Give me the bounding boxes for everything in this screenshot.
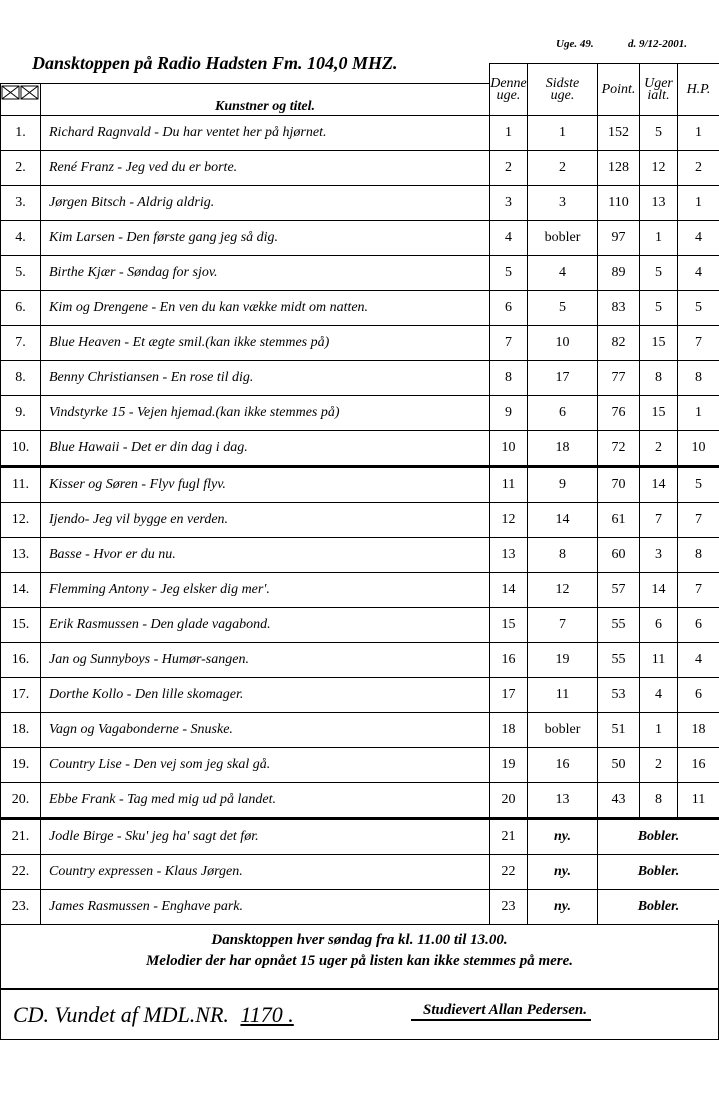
artist-title-cell: Dorthe Kollo - Den lille skomager. <box>41 678 490 713</box>
artist-title-cell: Blue Heaven - Et ægte smil.(kan ikke stemmes på) <box>41 326 490 361</box>
weeks-total-cell: 1 <box>640 713 678 748</box>
last-week-cell: 14 <box>528 503 598 538</box>
weeks-total-cell: 1 <box>640 221 678 256</box>
page-title: Dansktoppen på Radio Hadsten Fm. 104,0 MHZ. <box>32 53 398 73</box>
artist-title-cell: Flemming Antony - Jeg elsker dig mer'. <box>41 573 490 608</box>
points-cell: 76 <box>598 396 640 431</box>
this-week-cell: 19 <box>490 748 528 783</box>
table-row <box>1 713 719 748</box>
weeks-total-cell: 6 <box>640 608 678 643</box>
weeks-total-cell: 4 <box>640 678 678 713</box>
points-cell: 89 <box>598 256 640 291</box>
position-cell: 8. <box>1 361 41 396</box>
week-label: Uge. 49. <box>556 38 594 50</box>
new-entry-cell: ny. <box>528 890 598 925</box>
studio-host: Studievert Allan Pedersen. <box>411 1002 591 1021</box>
last-week-cell: 6 <box>528 396 598 431</box>
last-week-cell: 3 <box>528 186 598 221</box>
points-cell: 61 <box>598 503 640 538</box>
position-cell: 10. <box>1 431 41 467</box>
bubbler-row <box>1 819 719 855</box>
points-cell: 110 <box>598 186 640 221</box>
hp-cell: 1 <box>678 116 719 151</box>
hp-cell: 6 <box>678 608 719 643</box>
table-row <box>1 221 719 256</box>
cd-winner: CD. Vundet af MDL.NR. 1170 . <box>13 1002 300 1028</box>
artist-title-cell: Country expressen - Klaus Jørgen. <box>41 855 490 890</box>
voting-rule: Melodier der har opnået 15 uger på listen kan ikke stemmes på mere. <box>145 953 574 969</box>
weeks-total-cell: 15 <box>640 396 678 431</box>
position-cell: 9. <box>1 396 41 431</box>
artist-title-cell: René Franz - Jeg ved du er borte. <box>41 151 490 186</box>
bubbler-label-cell: Bobler. <box>598 819 719 855</box>
col-last-week: Sidste uge. <box>528 64 598 116</box>
points-cell: 77 <box>598 361 640 396</box>
last-week-cell: 16 <box>528 748 598 783</box>
artist-title-cell: Ijendo- Jeg vil bygge en verden. <box>41 503 490 538</box>
weeks-total-cell: 5 <box>640 291 678 326</box>
weeks-total-cell: 2 <box>640 431 678 467</box>
position-cell: 19. <box>1 748 41 783</box>
new-entry-cell: ny. <box>528 819 598 855</box>
this-week-cell: 18 <box>490 713 528 748</box>
table-row <box>1 608 719 643</box>
this-week-cell: 17 <box>490 678 528 713</box>
hp-cell: 4 <box>678 256 719 291</box>
artist-title-cell: James Rasmussen - Enghave park. <box>41 890 490 925</box>
hp-cell: 1 <box>678 396 719 431</box>
this-week-cell: 23 <box>490 890 528 925</box>
points-cell: 152 <box>598 116 640 151</box>
weeks-total-cell: 5 <box>640 256 678 291</box>
this-week-cell: 10 <box>490 431 528 467</box>
hp-cell: 7 <box>678 503 719 538</box>
last-week-cell: 12 <box>528 573 598 608</box>
this-week-cell: 8 <box>490 361 528 396</box>
this-week-cell: 6 <box>490 291 528 326</box>
position-cell: 20. <box>1 783 41 819</box>
last-week-cell: 11 <box>528 678 598 713</box>
col-points: Point. <box>598 64 640 116</box>
last-week-cell: 17 <box>528 361 598 396</box>
weeks-total-cell: 8 <box>640 783 678 819</box>
weeks-total-cell: 14 <box>640 573 678 608</box>
table-row <box>1 186 719 221</box>
col-this-week: Denne uge. <box>490 64 528 116</box>
points-cell: 97 <box>598 221 640 256</box>
this-week-cell: 7 <box>490 326 528 361</box>
last-week-cell: bobler <box>528 713 598 748</box>
table-row <box>1 151 719 186</box>
hp-cell: 8 <box>678 361 719 396</box>
table-row <box>1 396 719 431</box>
points-cell: 82 <box>598 326 640 361</box>
position-cell: 1. <box>1 116 41 151</box>
position-cell: 4. <box>1 221 41 256</box>
this-week-cell: 11 <box>490 467 528 503</box>
bubbler-label-cell: Bobler. <box>598 855 719 890</box>
table-row <box>1 431 719 467</box>
hp-cell: 4 <box>678 643 719 678</box>
hp-cell: 18 <box>678 713 719 748</box>
table-row <box>1 573 719 608</box>
col-weeks-total: Uger ialt. <box>640 64 678 116</box>
this-week-cell: 15 <box>490 608 528 643</box>
last-week-cell: 8 <box>528 538 598 573</box>
member-number: 1170 . <box>240 1002 294 1027</box>
position-cell: 12. <box>1 503 41 538</box>
bubbler-label-cell: Bobler. <box>598 890 719 925</box>
artist-title-cell: Kim og Drengene - En ven du kan vække midt om natten. <box>41 291 490 326</box>
this-week-cell: 4 <box>490 221 528 256</box>
chart-table <box>0 63 719 925</box>
position-cell: 6. <box>1 291 41 326</box>
points-cell: 55 <box>598 608 640 643</box>
position-cell: 3. <box>1 186 41 221</box>
artist-title-cell: Kim Larsen - Den første gang jeg så dig. <box>41 221 490 256</box>
table-row <box>1 538 719 573</box>
artist-title-cell: Jørgen Bitsch - Aldrig aldrig. <box>41 186 490 221</box>
position-cell: 15. <box>1 608 41 643</box>
points-cell: 83 <box>598 291 640 326</box>
artist-title-cell: Jan og Sunnyboys - Humør-sangen. <box>41 643 490 678</box>
broadcast-info: Dansktoppen hver søndag fra kl. 11.00 til 13.00. <box>211 932 508 948</box>
points-cell: 55 <box>598 643 640 678</box>
table-row <box>1 467 719 503</box>
points-cell: 70 <box>598 467 640 503</box>
points-cell: 128 <box>598 151 640 186</box>
this-week-cell: 3 <box>490 186 528 221</box>
chart-entries <box>1 116 719 819</box>
table-row <box>1 643 719 678</box>
hp-cell: 1 <box>678 186 719 221</box>
this-week-cell: 16 <box>490 643 528 678</box>
weeks-total-cell: 11 <box>640 643 678 678</box>
weeks-total-cell: 12 <box>640 151 678 186</box>
this-week-cell: 20 <box>490 783 528 819</box>
position-cell: 2. <box>1 151 41 186</box>
this-week-cell: 14 <box>490 573 528 608</box>
artist-title-cell: Blue Hawaii - Det er din dag i dag. <box>41 431 490 467</box>
table-row <box>1 678 719 713</box>
position-cell: 18. <box>1 713 41 748</box>
this-week-cell: 2 <box>490 151 528 186</box>
table-row <box>1 256 719 291</box>
col-artist-title: Kunstner og titel. <box>41 84 490 116</box>
weeks-total-cell: 13 <box>640 186 678 221</box>
col-hp: H.P. <box>678 64 719 116</box>
last-week-cell: 10 <box>528 326 598 361</box>
artist-title-cell: Richard Ragnvald - Du har ventet her på hjørnet. <box>41 116 490 151</box>
artist-title-cell: Benny Christiansen - En rose til dig. <box>41 361 490 396</box>
position-cell: 13. <box>1 538 41 573</box>
last-week-cell: 1 <box>528 116 598 151</box>
position-cell: 23. <box>1 890 41 925</box>
points-cell: 53 <box>598 678 640 713</box>
points-cell: 43 <box>598 783 640 819</box>
table-row <box>1 116 719 151</box>
position-cell: 7. <box>1 326 41 361</box>
artist-title-cell: Kisser og Søren - Flyv fugl flyv. <box>41 467 490 503</box>
hp-cell: 5 <box>678 467 719 503</box>
last-week-cell: bobler <box>528 221 598 256</box>
crossed-boxes-icon <box>1 84 41 116</box>
position-cell: 14. <box>1 573 41 608</box>
weeks-total-cell: 8 <box>640 361 678 396</box>
artist-title-cell: Jodle Birge - Sku' jeg ha' sagt det før. <box>41 819 490 855</box>
last-week-cell: 19 <box>528 643 598 678</box>
table-row <box>1 503 719 538</box>
weeks-total-cell: 5 <box>640 116 678 151</box>
last-week-cell: 2 <box>528 151 598 186</box>
hp-cell: 7 <box>678 326 719 361</box>
hp-cell: 10 <box>678 431 719 467</box>
last-week-cell: 4 <box>528 256 598 291</box>
hp-cell: 8 <box>678 538 719 573</box>
table-row <box>1 291 719 326</box>
this-week-cell: 5 <box>490 256 528 291</box>
artist-title-cell: Vagn og Vagabonderne - Snuske. <box>41 713 490 748</box>
hp-cell: 2 <box>678 151 719 186</box>
bubbler-row <box>1 855 719 890</box>
weeks-total-cell: 15 <box>640 326 678 361</box>
date-label: d. 9/12-2001. <box>628 38 687 50</box>
table-row <box>1 748 719 783</box>
position-cell: 17. <box>1 678 41 713</box>
position-cell: 22. <box>1 855 41 890</box>
last-week-cell: 9 <box>528 467 598 503</box>
hp-cell: 11 <box>678 783 719 819</box>
winner-footer <box>0 989 719 1040</box>
position-cell: 11. <box>1 467 41 503</box>
last-week-cell: 13 <box>528 783 598 819</box>
hp-cell: 6 <box>678 678 719 713</box>
artist-title-cell: Basse - Hvor er du nu. <box>41 538 490 573</box>
weeks-total-cell: 7 <box>640 503 678 538</box>
this-week-cell: 9 <box>490 396 528 431</box>
last-week-cell: 5 <box>528 291 598 326</box>
hp-cell: 7 <box>678 573 719 608</box>
this-week-cell: 13 <box>490 538 528 573</box>
this-week-cell: 1 <box>490 116 528 151</box>
bubbler-entries <box>1 819 719 925</box>
position-cell: 21. <box>1 819 41 855</box>
points-cell: 50 <box>598 748 640 783</box>
hp-cell: 4 <box>678 221 719 256</box>
table-row <box>1 783 719 819</box>
hp-cell: 5 <box>678 291 719 326</box>
points-cell: 51 <box>598 713 640 748</box>
artist-title-cell: Birthe Kjær - Søndag for sjov. <box>41 256 490 291</box>
weeks-total-cell: 2 <box>640 748 678 783</box>
table-row <box>1 361 719 396</box>
weeks-total-cell: 14 <box>640 467 678 503</box>
artist-title-cell: Vindstyrke 15 - Vejen hjemad.(kan ikke stemmes på) <box>41 396 490 431</box>
info-footer <box>0 920 719 989</box>
position-cell: 16. <box>1 643 41 678</box>
last-week-cell: 7 <box>528 608 598 643</box>
hp-cell: 16 <box>678 748 719 783</box>
this-week-cell: 21 <box>490 819 528 855</box>
artist-title-cell: Erik Rasmussen - Den glade vagabond. <box>41 608 490 643</box>
table-row <box>1 326 719 361</box>
artist-title-cell: Ebbe Frank - Tag med mig ud på landet. <box>41 783 490 819</box>
new-entry-cell: ny. <box>528 855 598 890</box>
this-week-cell: 12 <box>490 503 528 538</box>
weeks-total-cell: 3 <box>640 538 678 573</box>
artist-title-cell: Country Lise - Den vej som jeg skal gå. <box>41 748 490 783</box>
points-cell: 57 <box>598 573 640 608</box>
position-cell: 5. <box>1 256 41 291</box>
this-week-cell: 22 <box>490 855 528 890</box>
points-cell: 72 <box>598 431 640 467</box>
points-cell: 60 <box>598 538 640 573</box>
last-week-cell: 18 <box>528 431 598 467</box>
